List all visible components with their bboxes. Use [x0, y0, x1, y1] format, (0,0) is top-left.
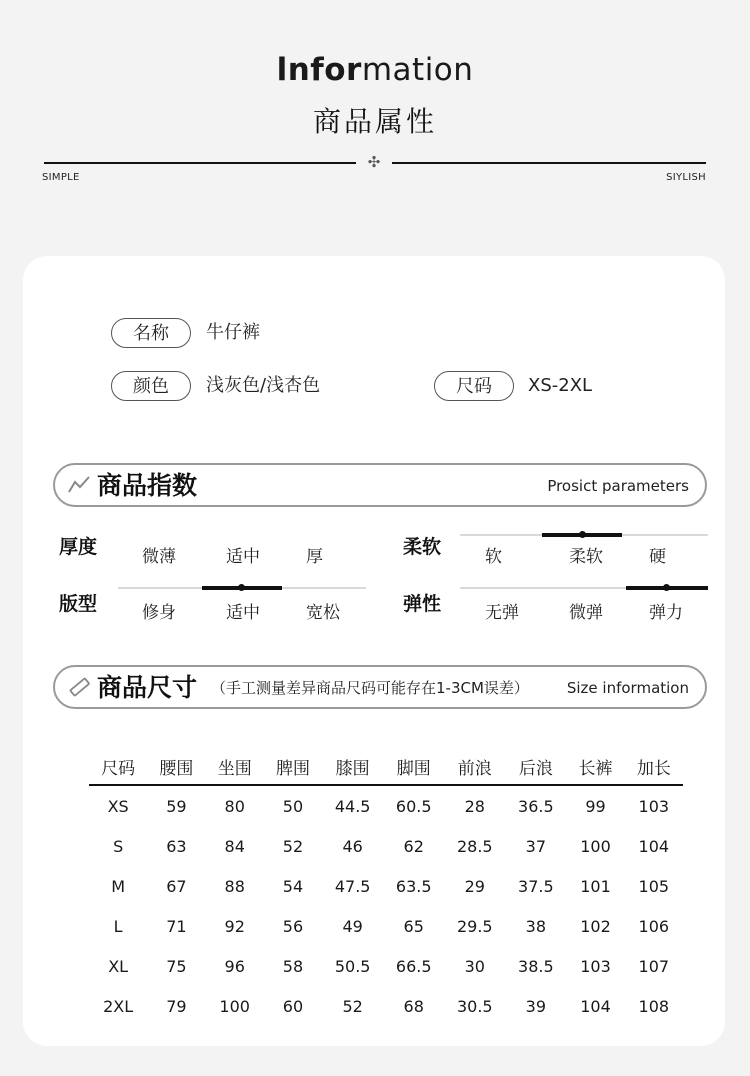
color-value: 浅灰色/浅杏色 — [206, 375, 321, 396]
table-cell: 60.5 — [395, 796, 432, 816]
sizes-title-en: Size information — [566, 679, 689, 697]
elasticity-option-slight: 微弹 — [569, 603, 603, 623]
softness-label: 柔软 — [403, 536, 442, 558]
table-cell: 44.5 — [334, 796, 371, 816]
table-cell: 105 — [638, 876, 670, 896]
elasticity-scale — [460, 587, 708, 589]
column-header: 长裤 — [566, 748, 624, 785]
fit-option-regular: 适中 — [226, 603, 260, 623]
table-cell: 104 — [580, 996, 611, 1016]
table-cell: 68 — [403, 996, 424, 1016]
size-range-value: XS-2XL — [528, 375, 593, 396]
table-cell: 79 — [166, 996, 187, 1016]
elasticity-option-none: 无弹 — [485, 603, 519, 623]
sizes-title: 商品尺寸 — [97, 673, 198, 702]
table-cell: 58 — [282, 956, 304, 976]
column-header: 脚围 — [383, 748, 444, 785]
table-cell: 30 — [464, 956, 485, 976]
table-row — [89, 866, 683, 906]
table-row — [89, 906, 683, 946]
fit-scale — [118, 587, 366, 589]
column-header: 后浪 — [505, 748, 566, 785]
table-cell: 38 — [525, 916, 547, 936]
column-header: 腰围 — [147, 748, 205, 785]
table-cell: 38.5 — [518, 956, 554, 976]
table-cell: 106 — [638, 916, 670, 936]
caption-right: SIYLISH — [666, 172, 706, 183]
table-cell: L — [113, 916, 123, 936]
table-cell: 46 — [342, 836, 363, 856]
caption-left: SIMPLE — [42, 172, 80, 183]
table-cell: 52 — [282, 836, 304, 856]
table-cell: S — [113, 836, 124, 856]
table-cell: 88 — [224, 876, 245, 896]
name-value: 牛仔裤 — [206, 322, 260, 343]
column-header: 坐围 — [206, 748, 264, 785]
table-cell: 104 — [638, 836, 670, 856]
table-cell: 62 — [403, 836, 424, 856]
fit-option-slim: 修身 — [142, 603, 176, 623]
column-header: 膝围 — [322, 748, 383, 785]
table-cell: 37.5 — [518, 876, 554, 896]
sizes-band — [53, 665, 707, 709]
table-cell: 29 — [464, 876, 485, 896]
table-cell: 108 — [638, 996, 670, 1016]
sizes-note: （手工测量差异商品尺码可能存在1-3CM误差） — [211, 679, 529, 697]
table-cell: 29.5 — [456, 916, 493, 936]
table-cell: 101 — [580, 876, 611, 896]
column-header: 加长 — [625, 748, 683, 785]
table-cell: 103 — [580, 956, 611, 976]
table-cell: M — [111, 876, 126, 896]
table-row — [89, 826, 683, 866]
table-cell: 100 — [219, 996, 250, 1016]
table-cell: 52 — [342, 996, 363, 1016]
params-title: 商品指数 — [97, 471, 198, 500]
title-english: lnformation — [276, 52, 474, 88]
size-label: 尺码 — [434, 371, 514, 401]
page-header — [0, 0, 750, 240]
name-label: 名称 — [111, 318, 191, 348]
table-cell: 39 — [525, 996, 547, 1016]
thickness-option-thin: 微薄 — [142, 547, 176, 567]
params-title-en: Prosict parameters — [547, 477, 689, 495]
table-row — [89, 986, 683, 1026]
table-cell: 63.5 — [395, 876, 432, 896]
elasticity-option-stretch: 弹力 — [649, 603, 683, 623]
table-cell: 63 — [166, 836, 187, 856]
column-header: 前浪 — [444, 748, 505, 785]
table-row — [89, 785, 683, 826]
table-cell: 28.5 — [456, 836, 493, 856]
fit-label: 版型 — [59, 593, 98, 615]
table-cell: 36.5 — [518, 796, 554, 816]
divider-right — [392, 162, 706, 164]
table-cell: 2XL — [103, 996, 134, 1016]
table-cell: 50.5 — [334, 956, 371, 976]
table-cell: 49 — [342, 916, 363, 936]
table-row — [89, 946, 683, 986]
table-cell: 103 — [638, 796, 670, 816]
fit-option-loose: 宽松 — [306, 603, 340, 623]
ruler-icon — [67, 675, 91, 699]
column-header: 脾围 — [264, 748, 322, 785]
table-cell: 84 — [224, 836, 245, 856]
softness-scale — [460, 534, 708, 536]
table-cell: XL — [108, 956, 129, 976]
table-cell: 66.5 — [395, 956, 432, 976]
softness-option-hard: 硬 — [649, 547, 666, 567]
table-cell: 65 — [403, 916, 424, 936]
table-cell: 37 — [525, 836, 547, 856]
title-chinese: 商品属性 — [312, 105, 437, 138]
thickness-label: 厚度 — [59, 536, 98, 558]
thickness-option-thick: 厚 — [306, 547, 323, 567]
color-label: 颜色 — [111, 371, 191, 401]
table-cell: 67 — [166, 876, 187, 896]
ornament-icon: ✣ — [367, 153, 381, 171]
softness-option-medium: 柔软 — [569, 547, 603, 567]
softness-option-soft: 软 — [485, 547, 502, 567]
table-cell: 107 — [638, 956, 670, 976]
params-band — [53, 463, 707, 507]
table-cell: 59 — [166, 796, 187, 816]
table-cell: XS — [107, 796, 129, 816]
trend-line-icon — [67, 473, 91, 497]
table-cell: 54 — [282, 876, 304, 896]
softness-marker — [579, 531, 586, 538]
thickness-option-medium: 适中 — [226, 547, 260, 567]
elasticity-label: 弹性 — [403, 593, 442, 615]
table-cell: 100 — [580, 836, 611, 856]
table-cell: 47.5 — [334, 876, 371, 896]
info-card — [23, 256, 725, 1046]
elasticity-marker — [663, 584, 670, 591]
table-cell: 30.5 — [456, 996, 493, 1016]
divider-left — [44, 162, 356, 164]
column-header: 尺码 — [89, 748, 147, 785]
size-table-header — [89, 748, 683, 785]
size-table — [89, 748, 683, 1026]
table-cell: 28 — [464, 796, 485, 816]
table-cell: 71 — [166, 916, 187, 936]
table-cell: 56 — [282, 916, 304, 936]
table-cell: 96 — [224, 956, 245, 976]
table-cell: 50 — [282, 796, 304, 816]
table-cell: 99 — [585, 796, 606, 816]
table-cell: 80 — [224, 796, 245, 816]
table-cell: 102 — [580, 916, 611, 936]
table-cell: 60 — [282, 996, 304, 1016]
fit-marker — [238, 584, 245, 591]
table-cell: 75 — [166, 956, 187, 976]
table-cell: 92 — [224, 916, 245, 936]
